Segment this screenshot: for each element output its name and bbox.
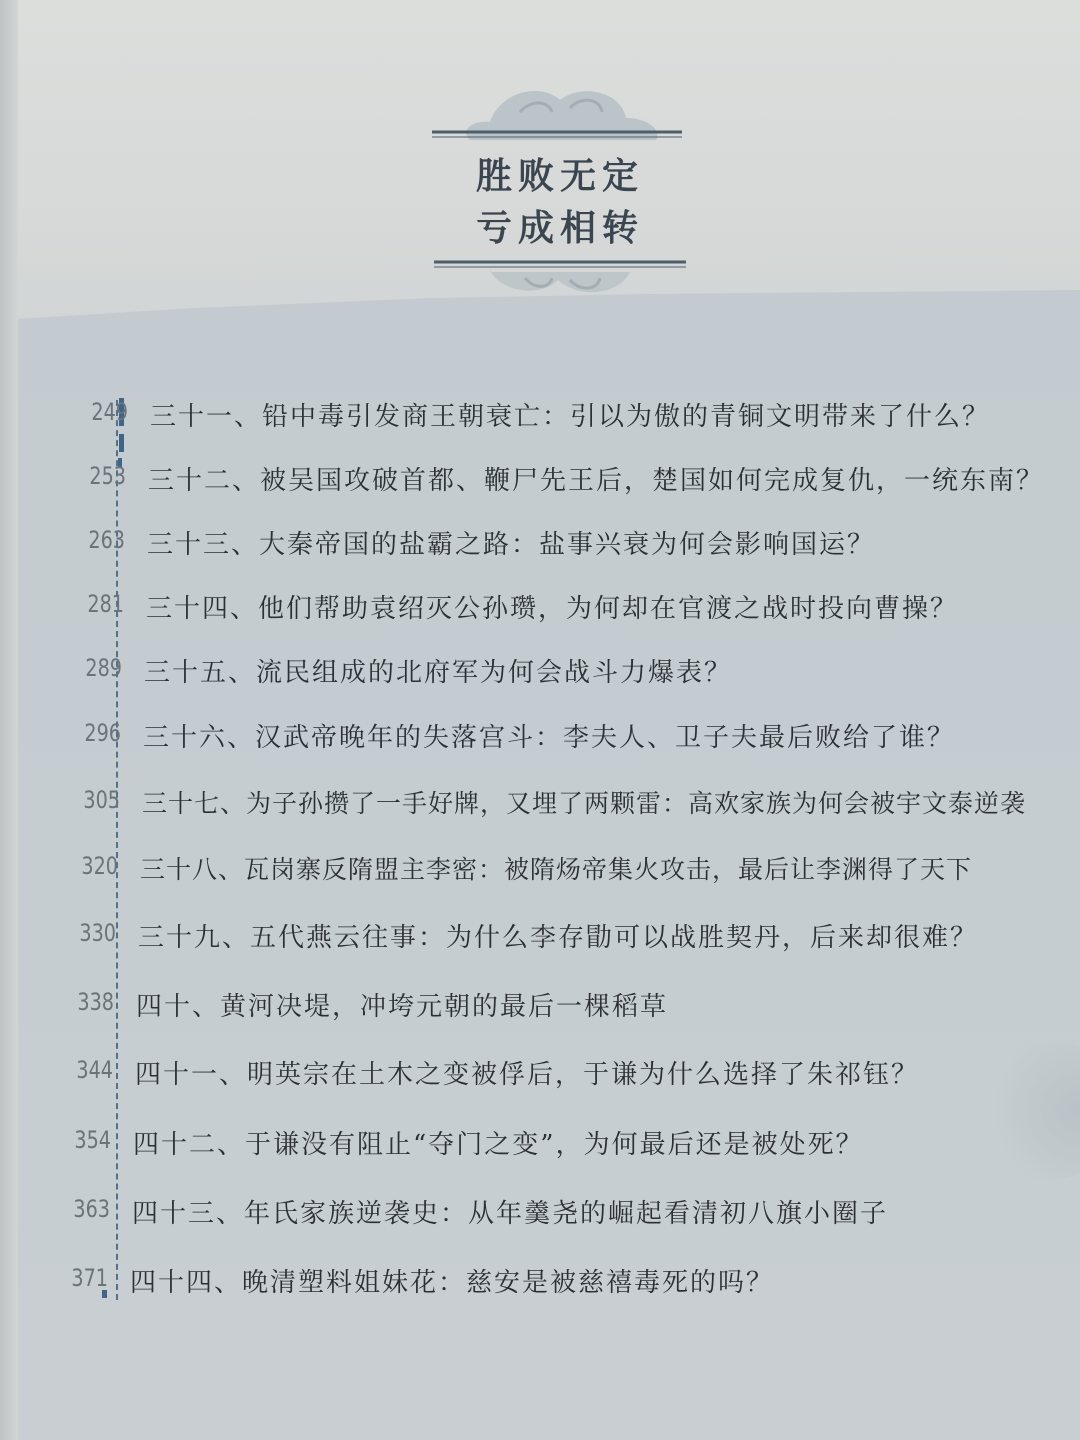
toc-page-number: 289 xyxy=(85,654,122,682)
toc-page-number: 296 xyxy=(84,719,121,747)
toc-entry-title: 三十五、流民组成的北府军为何会战斗力爆表？ xyxy=(144,658,733,688)
toc-page-number: 281 xyxy=(87,590,124,618)
toc-entry-title: 三十二、被吴国攻破首都、鞭尸先王后，楚国如何完成复仇，一统东南？ xyxy=(148,466,1045,496)
toc-page-number: 330 xyxy=(79,919,116,947)
toc-page-number: 371 xyxy=(71,1264,108,1292)
toc-entry-title: 三十六、汉武帝晚年的失落宫斗：李夫人、卫子夫最后败给了谁？ xyxy=(143,723,956,753)
toc-entry-title: 三十三、大秦帝国的盐霸之路：盐事兴衰为何会影响国运？ xyxy=(147,530,876,560)
toc-page-number: 354 xyxy=(74,1126,111,1154)
toc-entry-title: 三十七、为子孙攒了一手好牌，又埋了两颗雷：高欢家族为何会被宇文泰逆袭 xyxy=(142,789,1027,818)
toc-page-number: 344 xyxy=(76,1056,113,1084)
toc-entry-title: 四十四、晚清塑料姐妹花：慈安是被慈禧毒死的吗？ xyxy=(130,1268,775,1298)
toc-entry-title: 四十一、明英宗在土木之变被俘后，于谦为什么选择了朱祁钰？ xyxy=(135,1060,920,1090)
toc-page-number: 338 xyxy=(77,988,114,1016)
toc-entry-title: 四十三、年氏家族逆袭史：从年羹尧的崛起看清初八旗小圈子 xyxy=(132,1199,889,1229)
toc-page-number: 305 xyxy=(83,786,120,814)
toc-entry-title: 三十一、铅中毒引发商王朝衰亡：引以为傲的青铜文明带来了什么？ xyxy=(150,402,991,432)
toc-page-number: 320 xyxy=(81,852,118,880)
toc-page-number: 249 xyxy=(91,398,128,426)
toc-entry-title: 三十四、他们帮助袁绍灭公孙瓒，为何却在官渡之战时投向曹操？ xyxy=(146,594,959,624)
toc-entry-title: 四十二、于谦没有阻止“夺门之变”，为何最后还是被处死？ xyxy=(133,1130,864,1160)
toc-page-number: 363 xyxy=(73,1195,110,1223)
section-title-line-2: 亏成相转 xyxy=(475,207,644,249)
toc-entry-title: 三十九、五代燕云往事：为什么李存勖可以战胜契丹，后来却很难？ xyxy=(138,923,979,953)
toc-page-number: 253 xyxy=(89,462,126,490)
section-title-line-1: 胜败无定 xyxy=(475,155,644,197)
toc-entry-title: 三十八、瓦岗寨反隋盟主李密：被隋炀帝集火攻击，最后让李渊得了天下 xyxy=(140,855,973,884)
toc-entry-title: 四十、黄河决堤，冲垮元朝的最后一棵稻草 xyxy=(136,992,669,1022)
toc-page-number: 263 xyxy=(88,526,125,554)
